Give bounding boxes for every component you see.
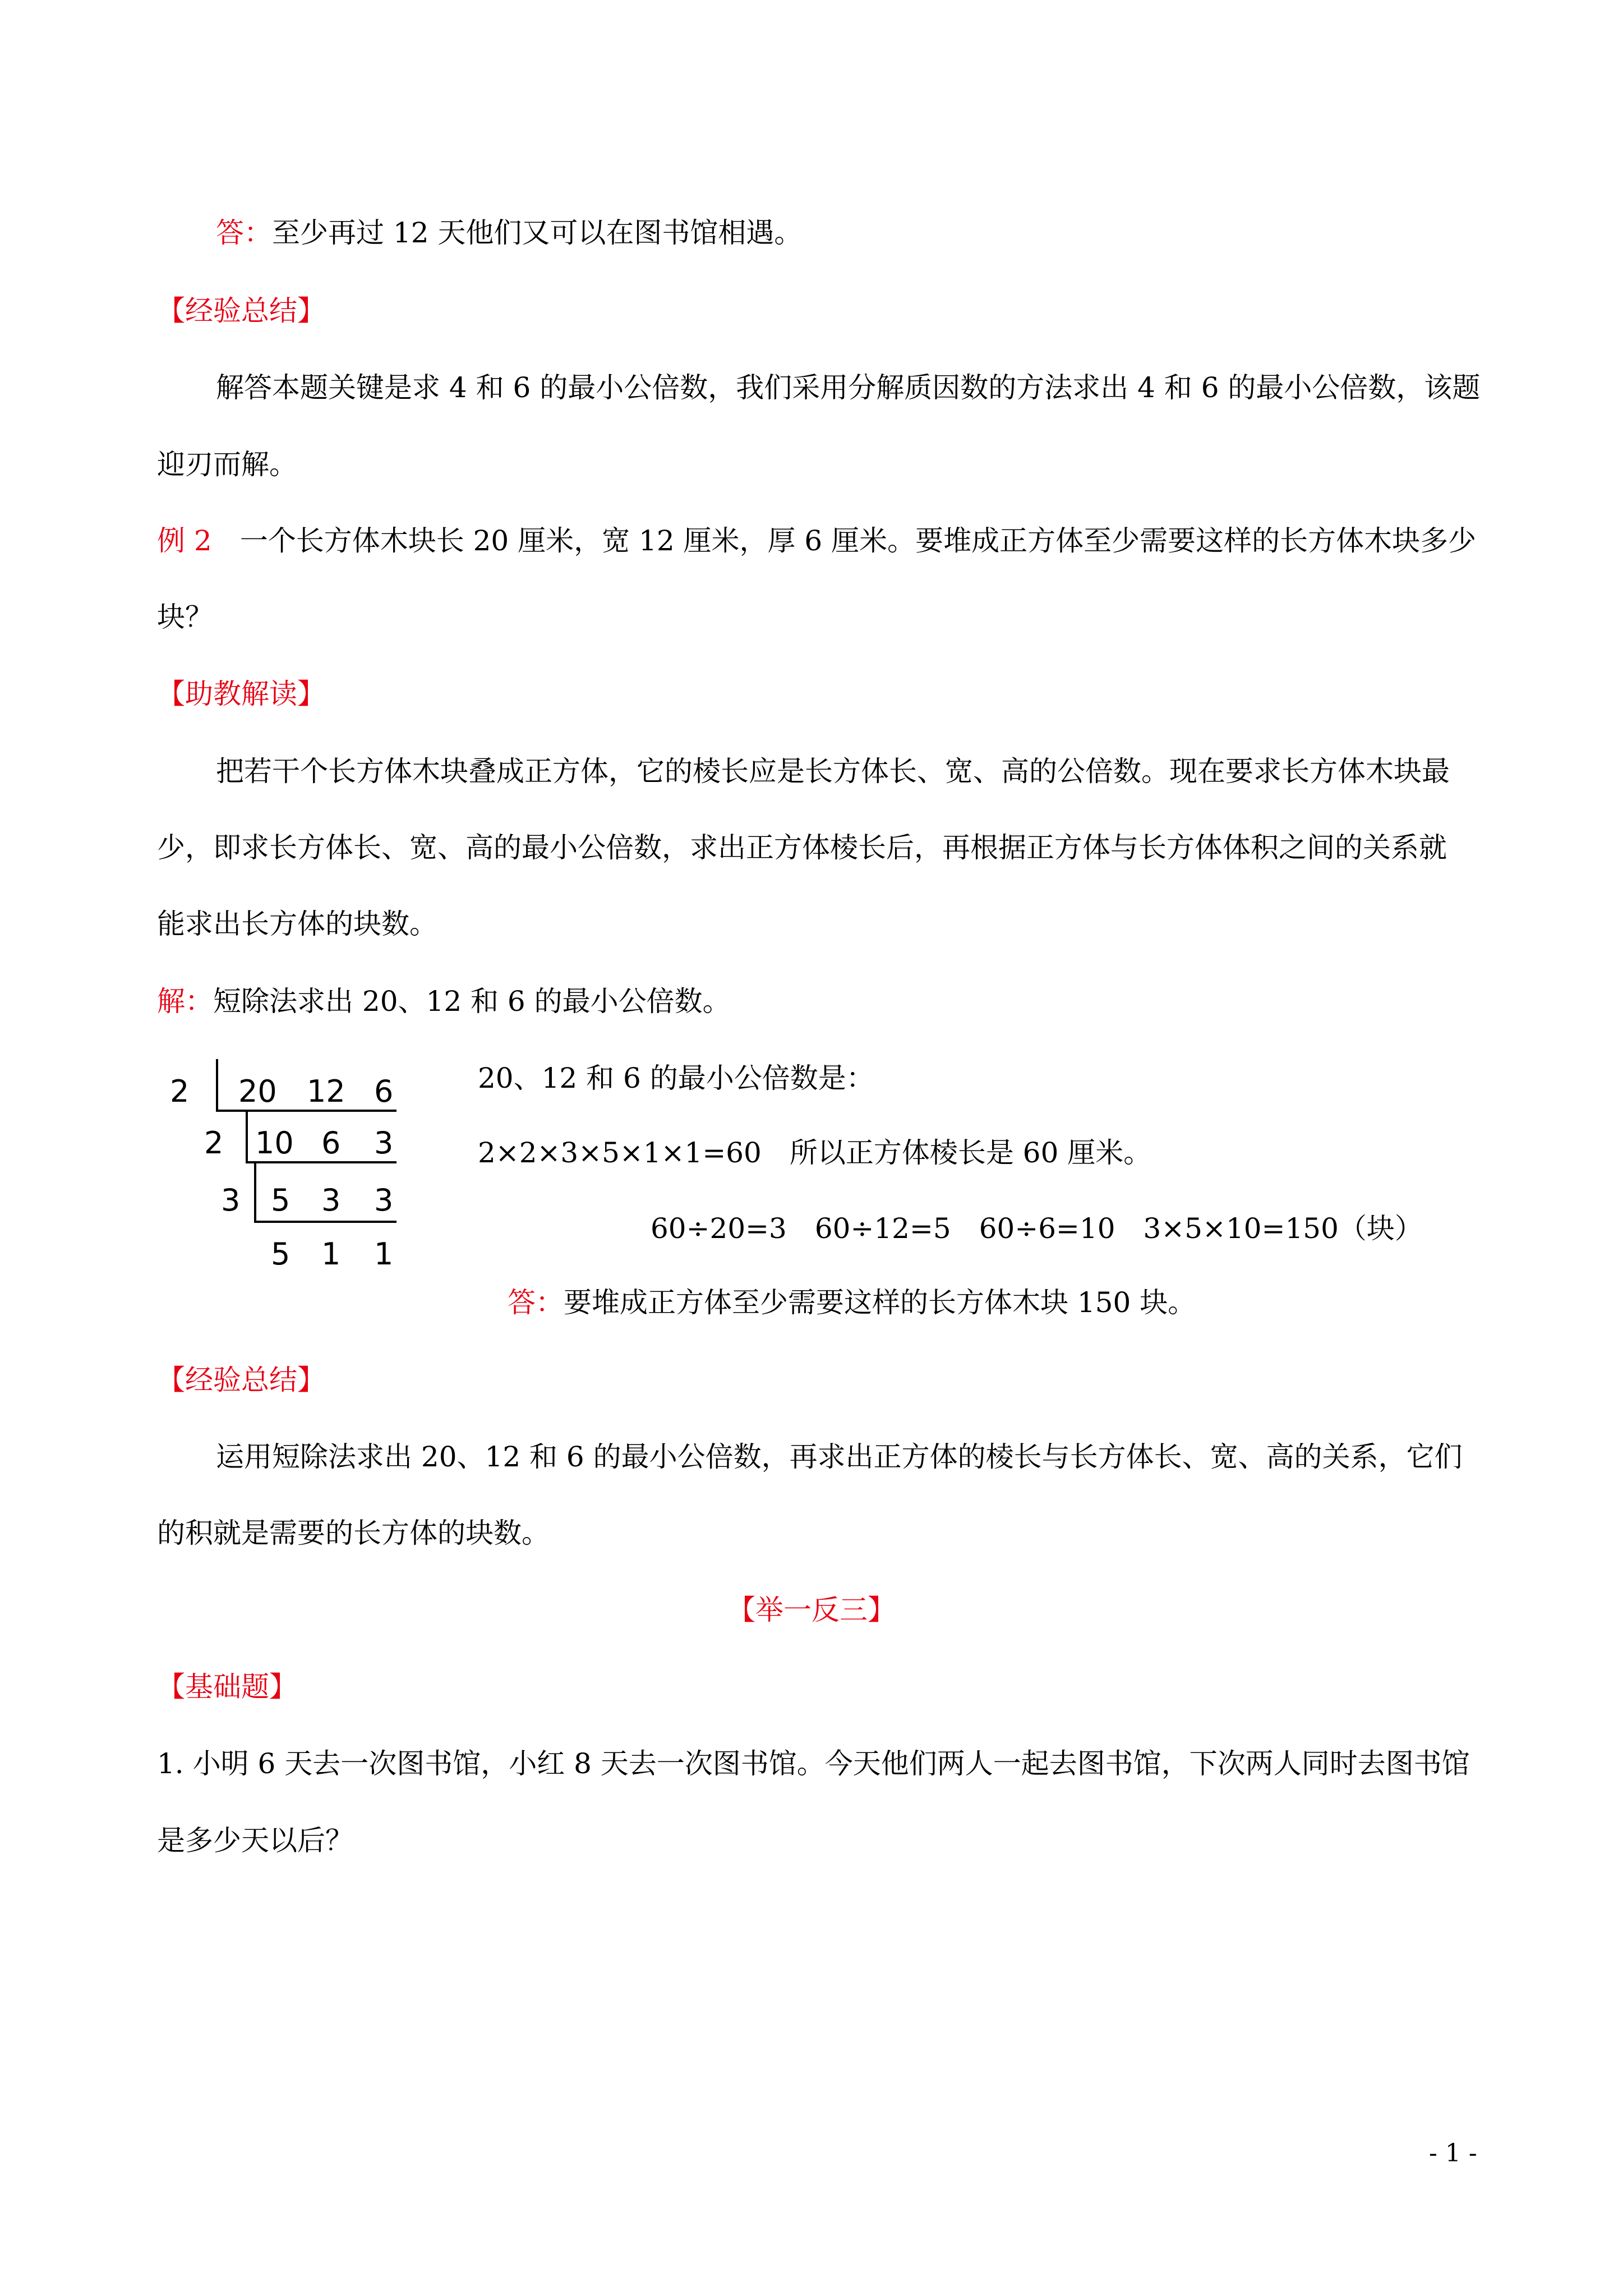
page-number: - 1 - — [1429, 2139, 1477, 2168]
division-number: 12 — [307, 1074, 345, 1109]
division-number: 6 — [374, 1074, 394, 1109]
example-label: 例 2 — [157, 524, 212, 557]
answer-text: 要堆成正方体至少需要这样的长方体木块 150 块。 — [564, 1286, 1196, 1319]
division-number: 3 — [321, 1182, 341, 1218]
practice-heading: 【举一反三】 — [727, 1594, 896, 1626]
division-bracket — [246, 1161, 396, 1163]
solution-line — [157, 984, 731, 1018]
basic-questions-heading: 【基础题】 — [157, 1671, 297, 1703]
division-number: 3 — [374, 1125, 394, 1161]
answer-label: 答： — [508, 1286, 564, 1319]
summary-paragraph-line: 运用短除法求出 20、12 和 6 的最小公倍数，再求出正方体的棱长与长方体长、宽、高的关系，它们 — [216, 1441, 1463, 1473]
solution-label: 解： — [157, 985, 213, 1018]
division-number: 6 — [321, 1125, 341, 1161]
summary-heading: 【经验总结】 — [157, 295, 325, 327]
summary-paragraph-line: 解答本题关键是求 4 和 6 的最小公倍数，我们采用分解质因数的方法求出 4 和 6 的最小公倍数，该题 — [216, 371, 1481, 404]
division-divisor: 2 — [170, 1074, 190, 1109]
lcm-calculation: 2×2×3×5×1×1=60 所以正方体棱长是 60 厘米。 — [478, 1137, 1152, 1169]
division-quotient: 5 — [271, 1236, 291, 1272]
question-1-line: 1. 小明 6 天去一次图书馆，小红 8 天去一次图书馆。今天他们两人一起去图书馆，下次两人同时去图书馆 — [157, 1747, 1470, 1780]
analysis-paragraph-line: 把若干个长方体木块叠成正方体，它的棱长应是长方体长、宽、高的公倍数。现在要求长方体木块最 — [216, 755, 1450, 788]
division-number: 20 — [238, 1074, 277, 1109]
division-bracket — [246, 1111, 248, 1162]
summary-paragraph-line: 的积就是需要的长方体的块数。 — [157, 1517, 550, 1549]
division-divisor: 3 — [221, 1182, 241, 1218]
analysis-paragraph-line: 少，即求长方体长、宽、高的最小公倍数，求出正方体棱长后，再根据正方体与长方体体积之间的关系就 — [157, 831, 1447, 864]
division-number: 5 — [271, 1182, 291, 1218]
example-text: 一个长方体木块长 20 厘米，宽 12 厘米，厚 6 厘米。要堆成正方体至少需要这样的长方体木块多少 — [239, 524, 1477, 557]
analysis-heading: 【助教解读】 — [157, 678, 325, 710]
example-line — [157, 524, 1476, 558]
summary-paragraph-line: 迎刃而解。 — [157, 448, 297, 481]
answer-text: 至少再过 12 天他们又可以在图书馆相遇。 — [272, 217, 803, 249]
example-line: 块？ — [157, 601, 213, 633]
division-bracket — [216, 1110, 396, 1112]
division-quotient: 1 — [321, 1236, 341, 1272]
division-bracket — [216, 1059, 218, 1111]
division-bracket — [254, 1162, 256, 1222]
lcm-statement: 20、12 和 6 的最小公倍数是： — [478, 1062, 874, 1094]
summary-heading: 【经验总结】 — [157, 1364, 325, 1396]
question-1-line: 是多少天以后？ — [157, 1824, 353, 1857]
division-number: 3 — [374, 1182, 394, 1218]
analysis-paragraph-line: 能求出长方体的块数。 — [157, 908, 437, 940]
division-number: 10 — [255, 1125, 294, 1161]
block-count-calculation: 60÷20=3 60÷12=5 60÷6=10 3×5×10=150（块） — [651, 1212, 1423, 1245]
answer-line — [216, 216, 802, 250]
division-divisor: 2 — [204, 1125, 224, 1161]
answer-label: 答： — [216, 217, 272, 249]
division-quotient: 1 — [374, 1236, 394, 1272]
division-bracket — [254, 1221, 396, 1223]
answer-line — [508, 1286, 1196, 1319]
solution-text: 短除法求出 20、12 和 6 的最小公倍数。 — [213, 985, 731, 1018]
